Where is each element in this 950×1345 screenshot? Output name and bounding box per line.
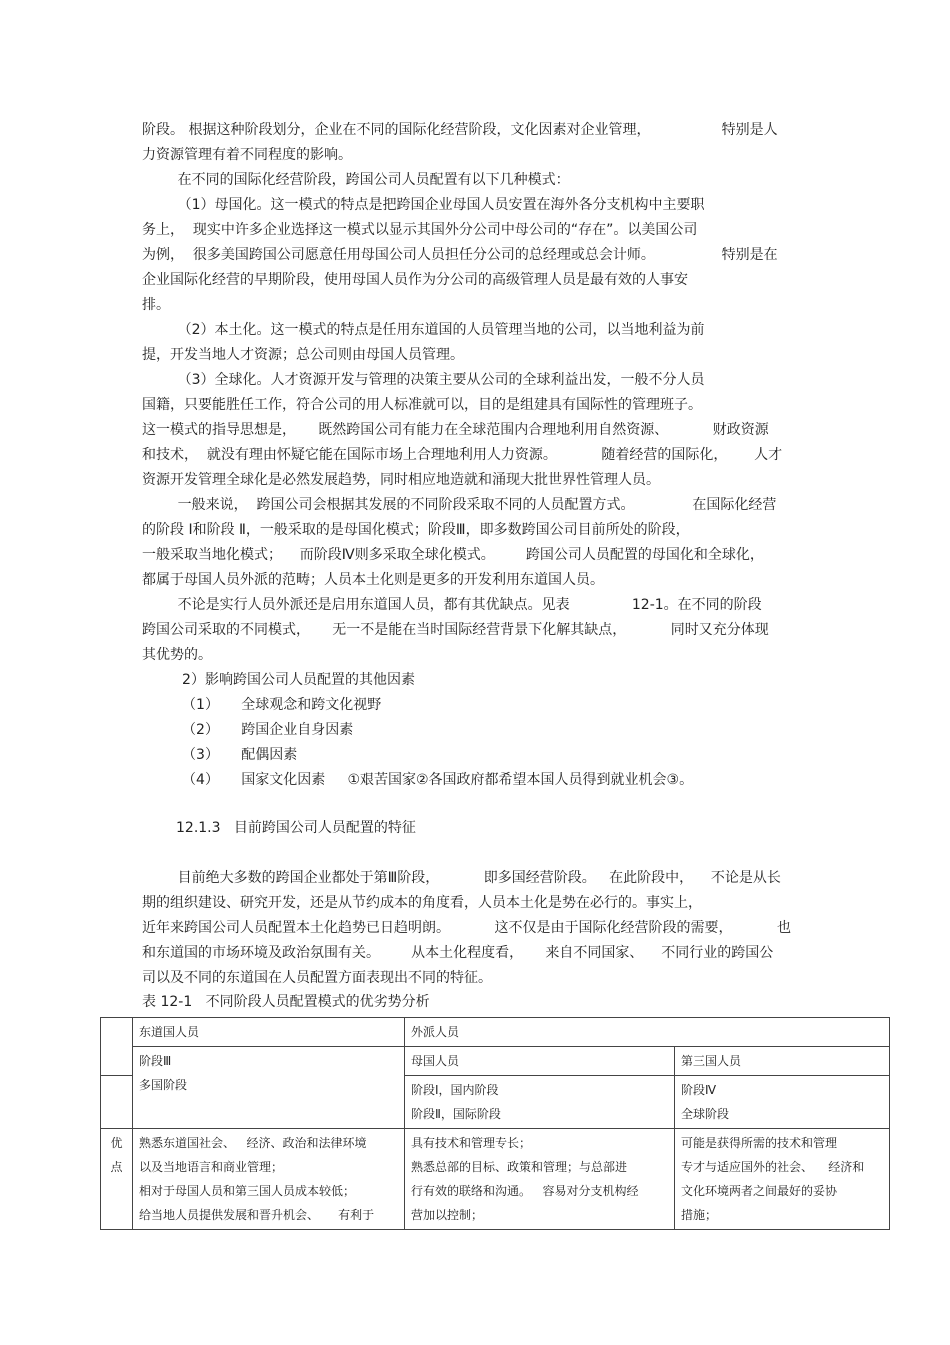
home-pros-cell [405,1129,675,1230]
body-text-line: （4） 国家文化因素 ①艰苦国家②各国政府都希望本国人员得到就业机会③。 [142,772,694,788]
body-text-line: 和东道国的市场环境及政治氛围有关。 从本土化程度看， 来自不同国家、 不同行业的跨国公 [142,945,774,961]
host-stage-name: 多国阶段 [139,1078,188,1092]
body-text-line: （3） 配偶因素 [142,747,298,763]
pros-line: 给当地人员提供发展和晋升机会、 有利于 [139,1208,375,1222]
body-text-line: 为例， 很多美国跨国公司愿意任用母国公司人员担任分公司的总经理或总会计师。 特别是在 [142,247,778,263]
third-pros-cell [675,1129,890,1230]
body-text-line: 在不同的国际化经营阶段，跨国公司人员配置有以下几种模式： [142,172,570,188]
table-corner-cell [101,1018,133,1047]
body-text-line: 企业国际化经营的早期阶段，使用母国人员作为分公司的高级管理人员是最有效的人事安 [142,272,688,288]
body-text-line: 这一模式的指导思想是， 既然跨国公司有能力在全球范围内合理地利用自然资源、 财政资源 [142,422,769,438]
pros-row [101,1129,890,1230]
home-stage-2: 阶段Ⅱ，国际阶段 [411,1107,501,1121]
body-text-line: 力资源管理有着不同程度的影响。 [142,147,352,163]
body-text-line: 近年来跨国公司人员配置本土化趋势已日趋明朗。 这不仅是由于国际化经营阶段的需要， 也 [142,920,792,936]
body-text-line: 目前绝大多数的跨国企业都处于第Ⅲ阶段， 即多国经营阶段。 在此阶段中， 不论是从长 [142,870,781,886]
table-caption: 表 12-1 不同阶段人员配置模式的优劣势分析 [142,994,430,1010]
home-stage-cell [405,1076,675,1129]
body-text-line: （1）母国化。这一模式的特点是把跨国企业母国人员安置在海外各分支机构中主要职 [142,197,705,213]
pros-line: 行有效的联络和沟通。 容易对分支机构经 [411,1184,639,1198]
body-text-line: 一般采取当地化模式； 而阶段Ⅳ则多采取全球化模式。 跨国公司人员配置的母国化和全球化， [142,547,764,563]
body-text-line: （3）全球化。人才资源开发与管理的决策主要从公司的全球利益出发，一般不分人员 [142,372,705,388]
host-stage: 阶段Ⅲ [139,1054,172,1068]
body-text-line: 国籍，只要能胜任工作，符合公司的用人标准就可以，目的是组建具有国际性的管理班子。 [142,397,702,413]
body-text-line: 其优势的。 [142,647,212,663]
table-subheader-row [101,1047,890,1076]
pros-line: 文化环境两者之间最好的妥协 [681,1184,838,1198]
pros-line: 营加以控制； [411,1208,484,1222]
body-text-line: （2） 跨国企业自身因素 [142,722,354,738]
table-header-row [101,1018,890,1047]
body-text-line: 的阶段 Ⅰ和阶段 Ⅱ，一般采取的是母国化模式；阶段Ⅲ，即多数跨国公司目前所处的阶段， [142,522,690,538]
body-text-line: 资源开发管理全球化是必然发展趋势，同时相应地造就和涌现大批世界性管理人员。 [142,472,660,488]
pros-line: 熟悉东道国社会、 经济、政治和法律环境 [139,1136,367,1150]
body-text-line: 排。 [142,297,170,313]
pros-label-2: 点 [110,1160,123,1174]
host-pros-cell [133,1129,405,1230]
expat-header-cell: 外派人员 [405,1018,890,1047]
pros-label-1: 优 [110,1136,123,1150]
table-corner-cell-3 [101,1076,133,1129]
comparison-table [100,1017,890,1230]
home-stage-1: 阶段Ⅰ，国内阶段 [411,1083,499,1097]
pros-line: 熟悉总部的目标、政策和管理；与总部进 [411,1160,628,1174]
body-text-line: 司以及不同的东道国在人员配置方面表现出不同的特征。 [142,970,492,986]
third-stage: 阶段Ⅳ [681,1083,717,1097]
host-header-cell: 东道国人员 [133,1018,405,1047]
section-heading: 12.1.3 目前跨国公司人员配置的特征 [176,820,416,836]
body-text-line: 一般来说， 跨国公司会根据其发展的不同阶段采取不同的人员配置方式。 在国际化经营 [142,497,777,513]
pros-line: 具有技术和管理专长； [411,1136,532,1150]
pros-label-cell [101,1129,133,1230]
third-stage-name: 全球阶段 [681,1107,730,1121]
body-text-line: 2）影响跨国公司人员配置的其他因素 [142,672,415,688]
host-stage-cell [133,1047,405,1129]
pros-line: 专才与适应国外的社会、 经济和 [681,1160,865,1174]
body-text-line: 跨国公司采取的不同模式， 无一不是能在当时国际经营背景下化解其缺点， 同时又充分体现 [142,622,769,638]
body-text-line: （2）本土化。这一模式的特点是任用东道国的人员管理当地的公司，以当地利益为前 [142,322,705,338]
table-corner-cell-2 [101,1047,133,1076]
pros-line: 措施； [681,1208,718,1222]
body-text-line: 不论是实行人员外派还是启用东道国人员，都有其优缺点。见表 12-1。在不同的阶段 [142,597,762,613]
third-stage-cell [675,1076,890,1129]
body-text-line: 阶段。 根据这种阶段划分，企业在不同的国际化经营阶段，文化因素对企业管理， 特别是人 [142,122,778,138]
pros-line: 以及当地语言和商业管理； [139,1160,284,1174]
pros-line: 可能是获得所需的技术和管理 [681,1136,838,1150]
third-header-cell: 第三国人员 [675,1047,890,1076]
body-text-line: 都属于母国人员外派的范畴；人员本土化则是更多的开发利用东道国人员。 [142,572,604,588]
body-text-line: 务上， 现实中许多企业选择这一模式以显示其国外分公司中母公司的“存在”。以美国公司 [142,222,698,238]
body-text-line: （1） 全球观念和跨文化视野 [142,697,382,713]
body-text-line: 期的组织建设、研究开发，还是从节约成本的角度看，人员本土化是势在必行的。事实上， [142,895,702,911]
body-text-line: 提，开发当地人才资源；总公司则由母国人员管理。 [142,347,464,363]
pros-line: 相对于母国人员和第三国人员成本较低； [139,1184,356,1198]
body-text-line: 和技术， 就没有理由怀疑它能在国际市场上合理地利用人力资源。 随着经营的国际化， 人才 [142,447,783,463]
home-header-cell: 母国人员 [405,1047,675,1076]
